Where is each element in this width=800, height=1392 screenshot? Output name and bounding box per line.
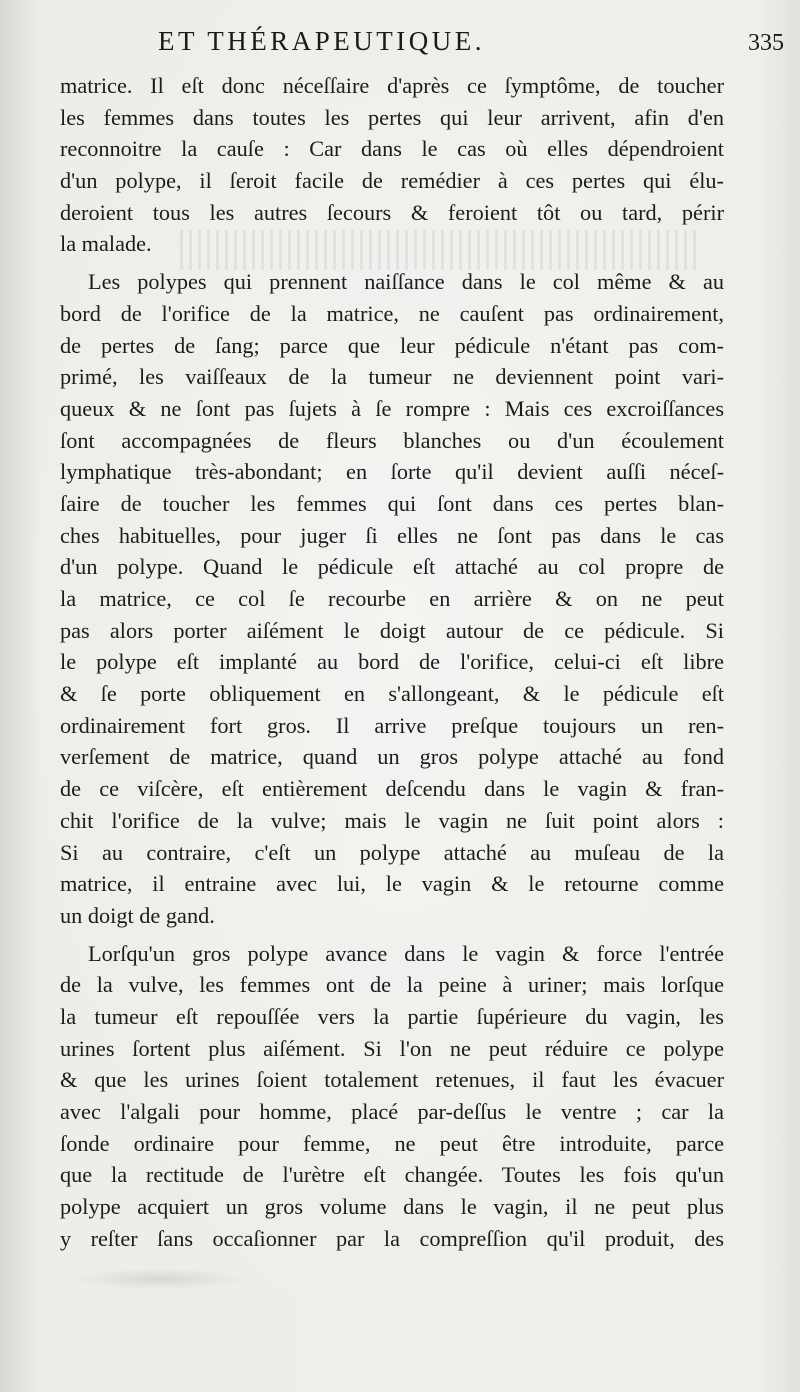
text-line: & ſe porte obliquement en s'allongeant, & le pédicule eſt (60, 681, 724, 707)
paragraph (60, 938, 724, 1255)
paragraph (60, 70, 724, 260)
text-line: ſont accompagnées de fleurs blanches ou d'un écoulement (60, 427, 724, 453)
text-line: & que les urines ſoient totalement retenues, il faut les évacuer (60, 1067, 724, 1093)
text-line: la tumeur eſt repouſſée vers la partie ſupérieure du vagin, les (60, 1003, 724, 1029)
text-line: Lorſqu'un gros polype avance dans le vagin & force l'entrée (88, 940, 724, 966)
text-line: primé, les vaiſſeaux de la tumeur ne deviennent point vari- (60, 364, 724, 390)
text-line: verſement de matrice, quand un gros polype attaché au fond (60, 744, 724, 770)
running-head (0, 26, 800, 60)
text-line: ordinairement fort gros. Il arrive preſque toujours un ren- (60, 712, 724, 738)
text-line: matrice. Il eſt donc néceſſaire d'après ce ſymptôme, de toucher (60, 73, 724, 98)
text-line: reconnoitre la cauſe : Car dans le cas où elles dépendroient (60, 136, 724, 162)
text-line: Si au contraire, c'eſt un polype attaché au muſeau de la (60, 839, 724, 865)
paragraph (60, 266, 724, 931)
text-line: la matrice, ce col ſe recourbe en arrière & on ne peut (60, 586, 724, 611)
text-line: de la vulve, les femmes ont de la peine à uriner; mais lorſque (60, 972, 724, 998)
text-line: urines ſortent plus aiſément. Si l'on ne peut réduire ce polype (60, 1035, 724, 1061)
text-line: avec l'algali pour homme, placé par-deſſus le ventre ; car la (60, 1099, 724, 1124)
running-head-title: ET THÉRAPEUTIQUE. (158, 26, 485, 56)
text-line: ſaire de toucher les femmes qui ſont dans ces pertes blan- (60, 490, 724, 516)
text-line: la malade. (60, 231, 152, 257)
text-line: Les polypes qui prennent naiſſance dans le col même & au (88, 269, 724, 295)
text-line: bord de l'orifice de la matrice, ne cauſent pas ordinairement, (60, 300, 724, 326)
text-line: queux & ne ſont pas ſujets à ſe rompre : Mais ces excroiſſances (60, 395, 724, 421)
text-line: pas alors porter aiſément le doigt autour de ce pédicule. Si (60, 617, 724, 643)
text-line: que la rectitude de l'urètre eſt changée. Toutes les fois qu'un (60, 1162, 724, 1188)
text-line: le polype eſt implanté au bord de l'orifice, celui-ci eſt libre (60, 649, 724, 675)
text-line: matrice, il entraine avec lui, le vagin & le retourne comme (60, 871, 724, 897)
text-line: y reſter ſans occaſionner par la compreſſion qu'il produit, des (60, 1225, 724, 1251)
text-line: d'un polype, il ſeroit facile de remédier à ces pertes qui élu- (60, 168, 724, 194)
text-line: chit l'orifice de la vulve; mais le vagin ne ſuit point alors : (60, 807, 724, 833)
text-line: ſonde ordinaire pour femme, ne peut être introduite, parce (60, 1130, 724, 1156)
text-line: les femmes dans toutes les pertes qui leur arrivent, afin d'en (60, 104, 724, 130)
text-line: deroient tous les autres ſecours & feroient tôt ou tard, périr (60, 199, 724, 225)
text-line: un doigt de gand. (60, 902, 215, 928)
text-line: polype acquiert un gros volume dans le vagin, il ne peut plus (60, 1194, 724, 1220)
text-line: de pertes de ſang; parce que leur pédicule n'étant pas com- (60, 332, 724, 358)
text-line: lymphatique très-abondant; en ſorte qu'il devient auſſi néceſ- (60, 459, 724, 485)
page-number: 335 (748, 30, 784, 56)
text-line: d'un polype. Quand le pédicule eſt attaché au col propre de (60, 554, 724, 580)
text-line: de ce viſcère, eſt entièrement deſcendu dans le vagin & fran- (60, 776, 724, 802)
text-line: ches habituelles, pour juger ſi elles ne ſont pas dans le cas (60, 522, 724, 548)
body-text (60, 70, 724, 1254)
ink-smudge (70, 1268, 250, 1290)
